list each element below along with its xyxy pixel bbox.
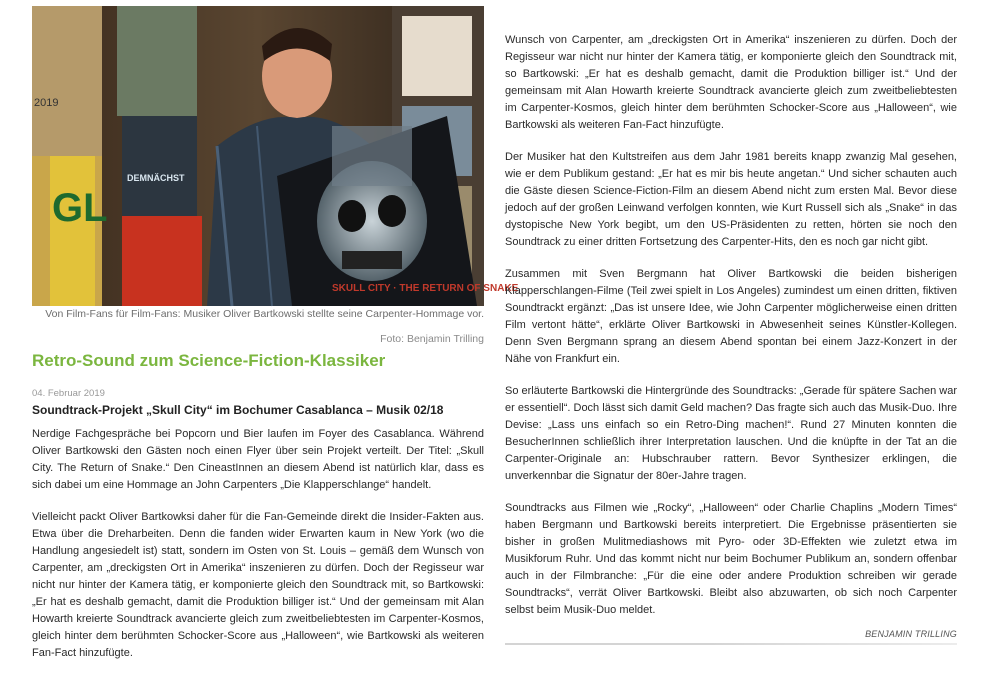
poster-text-year: 2019 — [34, 97, 59, 109]
article-body-right — [505, 32, 957, 634]
photo-credit: Foto: Benjamin Trilling — [380, 333, 484, 345]
paragraph: Nerdige Fachgespräche bei Popcorn und Bier laufen im Foyer des Casablanca. Während Oliver Bartkowski den Gästen noch einen Flyer über sein Projekt verteilt. Der Titel: „Skull City. The Return of Snake.“ Den CineastInnen an diesem Abend ist natürlich klar, dass es sich dabei um eine Hommage an John Carpenters „Die Klapperschlange“ handelt. — [32, 428, 484, 491]
poster-title: SKULL CITY · THE RETURN OF SNAKE — [332, 283, 519, 294]
paragraph: Zusammen mit Sven Bergmann hat Oliver Bartkowski die beiden bisherigen Klapperschlangen-Filme (Teil zwei spielt in Los Angeles) zumindest um einen dritten, fiktiven Soundtrackt ergänzt: „Das ist unsere Idee, wie John Carpenter möglicherweise einen dritten Film vertont hätte“, erklärte Oliver Bartkowski in Abwesenheit seines Künstler-Kollegen. Denn Sven Bergmann sprang an diesem Abend spontan bei einem Jazz-Konzert in der Nähe von Frankfurt ein. — [505, 268, 957, 365]
article-subheadline: Soundtrack-Projekt „Skull City“ im Bochumer Casablanca – Musik 02/18 — [32, 403, 444, 417]
poster-photo-icon — [32, 6, 519, 306]
paragraph: Der Musiker hat den Kultstreifen aus dem Jahr 1981 bereits knapp zwanzig Mal gesehen, wie er dem Publikum gestand: „Er hat es mir bis heute angetan.“ Und sicher schauten auch die Gäste diesen Science-Fiction-Film an diesem Abend nicht zum ersten Mal. Bevor diese jedoch auf der großen Leinwand verfolgen konnten, wie Kurt Russell sich als „Snake“ in das dystopische New York begibt, um den US-Präsidenten zu retten, hörten sie noch den Soundtrack zu einer dritten Fortsetzung des Carpenter-Hits, den es noch gar nicht gibt. — [505, 151, 957, 248]
paragraph: Wunsch von Carpenter, am „dreckigsten Ort in Amerika“ inszenieren zu dürfen. Doch der Regisseur war nicht nur hinter der Kamera tätig, er komponierte gleich den Soundtrack mit, so Bartkowski: „Er hat es deshalb gemacht, damit die Produktion billiger ist.“ Und der gemeinsam mit Alan Howarth kreierte Soundtrack avancierte gleich zum zweitbeliebtesten im Carpenter-Kosmos, gleich hinter dem berühmten Schocker-Score aus „Halloween“, wie Bartkowski als weiteren Fan-Fact hinzufügte. — [505, 34, 957, 131]
article-photo — [32, 6, 519, 306]
photo-caption: Von Film-Fans für Film-Fans: Musiker Oliver Bartkowski stellte seine Carpenter-Hommage vor. — [45, 308, 484, 320]
article-body-left — [32, 426, 484, 677]
article-date: 04. Februar 2019 — [32, 388, 105, 399]
poster-text-gl: GL — [52, 186, 108, 230]
paragraph: Vielleicht packt Oliver Bartkowksi daher für die Fan-Gemeinde direkt die Insider-Fakten aus. Etwa über die Dreharbeiten. Denn die fanden wider Erwarten kaum in New York (wo die Handlung angesiedelt ist) statt, sondern im Osten von St. Louis – gemäß dem Wunsch von Carpenter, am „dreckigsten Ort in Amerika“ inszenieren zu dürfen. Doch der Regisseur war nicht nur hinter der Kamera tätig, er komponierte gleich den Soundtrack mit, so Bartkowski: „Er hat es deshalb gemacht, damit die Produktion billiger ist.“ Und der gemeinsam mit Alan Howarth kreierte Soundtrack avancierte gleich zum zweitbeliebtesten im Carpenter-Kosmos, gleich hinter dem berühmten Schocker-Score aus „Halloween“, wie Bartkowski als weiteren Fan-Fact hinzufügte. — [32, 511, 484, 659]
paragraph: So erläuterte Bartkowski die Hintergründe des Soundtracks: „Gerade für spätere Sachen war er essentiell“. Doch lässt sich damit Geld machen? Das fragte sich auch das Musik-Duo. Ihre Devise: „Lass uns einfach so ein Retro-Ding machen!“. Rund 27 Minuten konnten die BesucherInnen schließlich ihrer Interpretation lauschen. Und die knüpfte in der Tat an die Carpenter-Originale an: Hubschrauber rattern. Bevor Synthesizer erklingen, die unverkennbar die Signatur der 80er-Jahre tragen. — [505, 385, 957, 482]
article-headline: Retro-Sound zum Science-Fiction-Klassiker — [32, 351, 386, 370]
article-author: BENJAMIN TRILLING — [865, 629, 957, 639]
sign-text-demnaechst: DEMNÄCHST — [127, 173, 185, 183]
divider — [505, 643, 957, 645]
paragraph: Soundtracks aus Filmen wie „Rocky“, „Halloween“ oder Charlie Chaplins „Modern Times“ haben Bergmann und Bartkowski bereits interpretiert. Die Ergebnisse präsentierten sie bisher in großen Mulitmediashows mit Pyro- oder 3D-Effekten wie zuletzt etwa im Musikforum Ruhr. Und das kommt nicht nur beim Bochumer Publikum an, sondern offenbar auch in der Filmbranche: „Für die eine oder andere Produktion schreiben wir gerade Soundtracks“, verrät Oliver Bartkowski. Bleibt also abzuwarten, ob sich noch Carpenter selbst beim Musik-Duo meldet. — [505, 502, 957, 616]
